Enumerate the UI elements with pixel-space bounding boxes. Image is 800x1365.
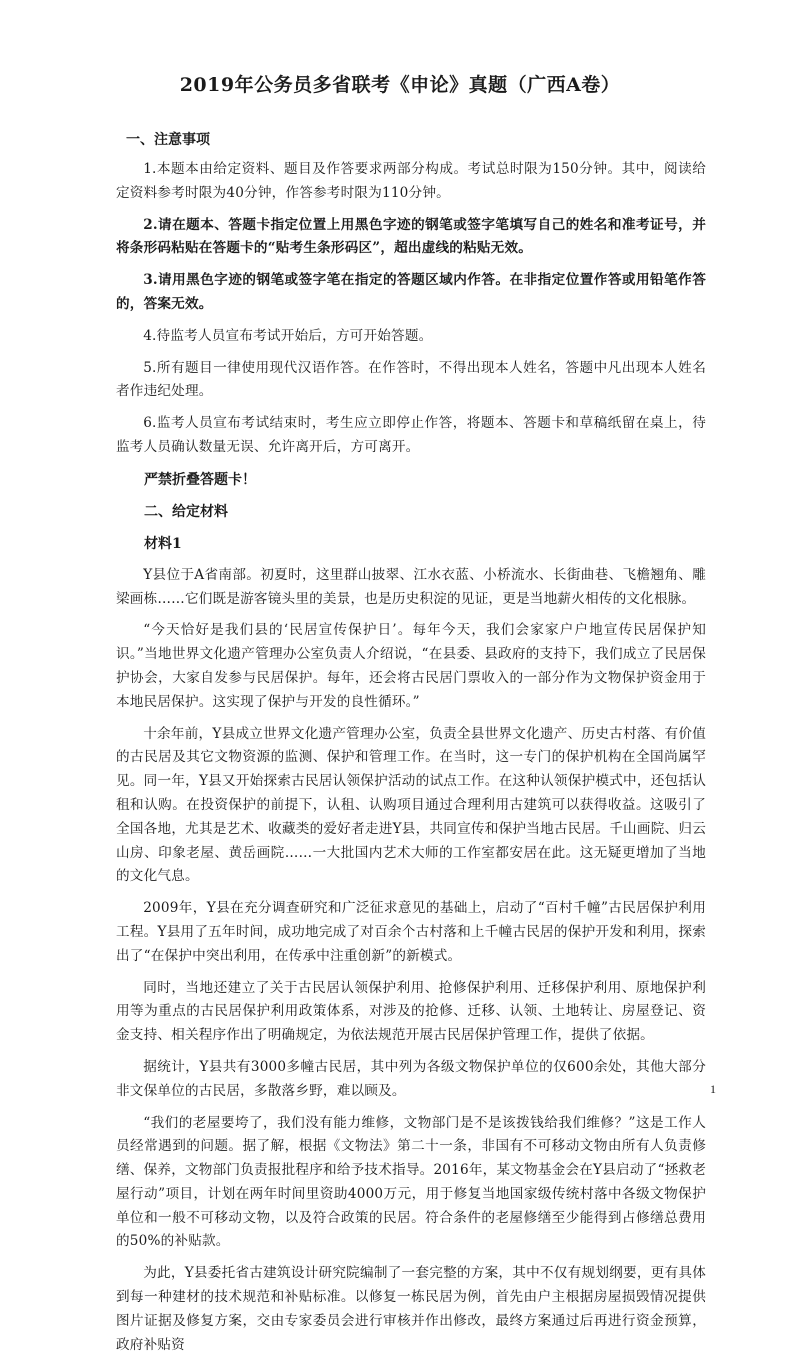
note-item: 4.待监考人员宣布考试开始后，方可开始答题。	[143, 327, 433, 344]
material-paragraph: 为此，Y县委托省古建筑设计研究院编制了一套完整的方案，其中不仅有规划纲要，更有具体到每一种建材的技术规范和补贴标准。以修复一栋民居为例，首先由户主根据房屋损毁情况提供图片证据及修复方案，交由专家委员会进行审核并作出修改，最终方案通过后再进行资金预算，政府补贴资	[116, 1265, 706, 1353]
warning-text: 严禁折叠答题卡！	[144, 471, 256, 488]
note-item: 6.监考人员宣布考试结束时，考生应立即停止作答，将题本、答题卡和草稿纸留在桌上，待监考人员确认数量无误、允许离开后，方可离开。	[116, 415, 706, 455]
material-paragraph: 2009年，Y县在充分调查研究和广泛征求意见的基础上，启动了“百村千幢”古民居保护利用工程。Y县用了五年时间，成功地完成了对百余个古村落和上千幢古民居的保护开发和利用，探索出了“在保护中突出利用，在传承中注重创新”的新模式。	[116, 900, 706, 964]
note-item: 5.所有题目一律使用现代汉语作答。在作答时，不得出现本人姓名，答题中凡出现本人姓名者作违纪处理。	[116, 359, 706, 400]
material-paragraph: 十余年前，Y县成立世界文化遗产管理办公室，负责全县世界文化遗产、历史古村落、有价值的古民居及其它文物资源的监测、保护和管理工作。在当时，这一专门的保护机构在全国尚属罕见。同一年，Y县又开始探索古民居认领保护活动的试点工作。在这种认领保护模式中，还包括认租和认购。在投资保护的前提下，认租、认购项目通过合理利用古建筑可以获得收益。这吸引了全国各地，尤其是艺术、收藏类的爱好者走进Y县，共同宣传和保护当地古民居。千山画院、归云山房、印象老屋、黄岳画院……一大批国内艺术大师的工作室都安居在此。这无疑更增加了当地的文化气息。	[116, 725, 706, 885]
page-number: 1	[710, 1082, 716, 1096]
document-title: 2019年公务员多省联考《申论》真题（广西A卷）	[179, 74, 621, 96]
material-paragraph: “我们的老屋要垮了，我们没有能力维修，文物部门是不是该拨钱给我们维修？”这是工作人员经常遇到的问题。据了解，根据《文物法》第二十一条，非国有不可移动文物由所有人负责修缮、保养，文物部门负责报批程序和给予技术指导。2016年，某文物基金会在Y县启动了“拯救老屋行动”项目，计划在两年时间里资助4000万元，用于修复当地国家级传统村落中各级文物保护单位和一般不可移动文物，以及符合政策的民居。符合条件的老屋修缮至少能得到占修缮总费用的50%的补贴款。	[116, 1114, 706, 1250]
note-item: 1.本题本由给定资料、题目及作答要求两部分构成。考试总时限为150分钟。其中，阅读给定资料参考时限为40分钟，作答参考时限为110分钟。	[116, 161, 706, 201]
material-paragraph: “今天恰好是我们县的‘民居宣传保护日’。每年今天，我们会家家户户地宣传民居保护知识。”当地世界文化遗产管理办公室负责人介绍说，“在县委、县政府的支持下，我们成立了民居保护协会，大家自发参与民居保护。每年，还会将古民居门票收入的一部分作为文物保护资金用于本地民居保护。这实现了保护与开发的良性循环。”	[116, 622, 706, 710]
material-paragraph: 同时，当地还建立了关于古民居认领保护利用、抢修保护利用、迁移保护利用、原地保护利用等为重点的古民居保护利用政策体系，对涉及的抢修、迁移、认领、土地转让、房屋登记、资金支持、相关程序作出了明确规定，为依法规范开展古民居保护管理工作，提供了依据。	[116, 979, 706, 1044]
section-heading-materials: 二、给定材料	[144, 503, 228, 520]
note-item: 3.请用黑色字迹的钢笔或签字笔在指定的答题区域内作答。在非指定位置作答或用铅笔作答的，答案无效。	[116, 272, 706, 312]
section-heading-notes: 一、注意事项	[126, 132, 210, 148]
document-body	[116, 128, 706, 1365]
material-paragraph: Y县位于A省南部。初夏时，这里群山披翠、江水衣蓝、小桥流水、长街曲巷、飞檐翘角、雕梁画栋……它们既是游客镜头里的美景，也是历史积淀的见证，更是当地薪火相传的文化根脉。	[116, 566, 706, 607]
note-item: 2.请在题本、答题卡指定位置上用黑色字迹的钢笔或签字笔填写自己的姓名和准考证号，并将条形码粘贴在答题卡的“贴考生条形码区”，超出虚线的粘贴无效。	[116, 216, 706, 257]
material-heading: 材料1	[144, 535, 182, 552]
material-paragraph: 据统计，Y县共有3000多幢古民居，其中列为各级文物保护单位的仅600余处，其他大部分非文保单位的古民居，多散落乡野，难以顾及。	[116, 1058, 706, 1099]
